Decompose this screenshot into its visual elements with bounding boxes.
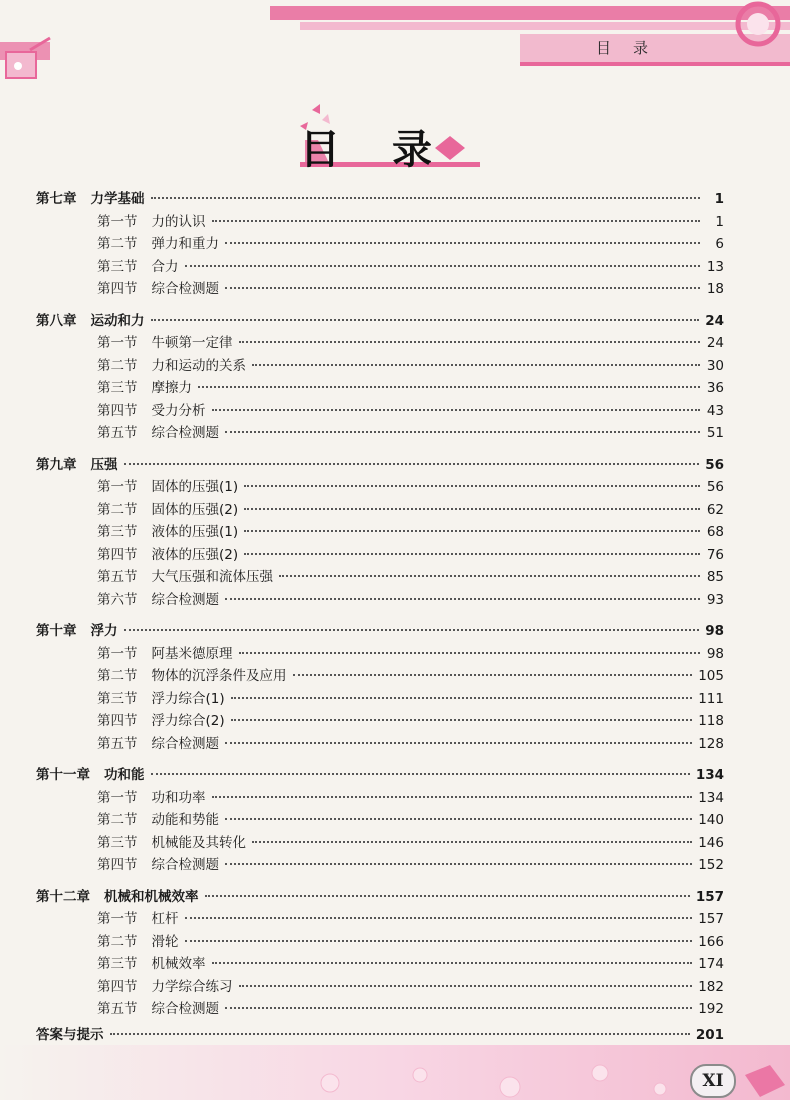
section-row[interactable] [36, 589, 724, 612]
section-page: 98 [706, 645, 724, 662]
chapter-page: 56 [705, 456, 724, 473]
chapter-page: 157 [695, 888, 724, 905]
leader-dots [225, 818, 692, 820]
section-title: 牛顿第一定律 [151, 335, 233, 351]
leader-dots [185, 917, 693, 919]
leader-dots [293, 674, 693, 676]
leader-dots [212, 962, 693, 964]
section-row[interactable] [36, 931, 724, 954]
section-page: 105 [698, 668, 724, 684]
section-row[interactable] [36, 256, 724, 279]
section-number: 第三节 [97, 524, 138, 540]
section-number: 第一节 [97, 335, 138, 351]
section-page: 85 [706, 569, 724, 585]
leader-dots [231, 719, 693, 721]
page-title: 目录 [300, 127, 484, 173]
section-title: 弹力和重力 [151, 236, 219, 252]
leader-dots [225, 863, 692, 865]
leader-dots [212, 220, 701, 222]
section-page: 6 [715, 236, 724, 252]
section-title: 合力 [151, 258, 179, 275]
section-title: 综合检测题 [151, 591, 219, 608]
leader-dots [212, 409, 701, 411]
section-number: 第五节 [97, 735, 138, 752]
chapter-number: 第十二章 [36, 888, 90, 905]
section-title: 力和运动的关系 [151, 357, 246, 374]
chapter-page: 98 [705, 623, 724, 639]
section-page: 134 [698, 789, 724, 806]
section-number: 第一节 [97, 789, 138, 806]
section-row[interactable] [36, 278, 724, 301]
section-row[interactable] [36, 832, 724, 855]
leader-dots [212, 796, 693, 798]
section-page: 93 [706, 591, 724, 608]
leader-dots [239, 652, 701, 654]
chapter-title: 浮力 [90, 623, 118, 639]
section-number: 第一节 [97, 645, 138, 662]
answers-entry[interactable] [36, 1024, 724, 1047]
section-number: 第四节 [97, 402, 138, 419]
section-page: 152 [698, 857, 724, 873]
section-page: 62 [706, 501, 724, 518]
section-page: 30 [706, 357, 724, 374]
section-page: 166 [698, 933, 724, 950]
section-title: 摩擦力 [151, 380, 192, 396]
leader-dots [124, 463, 700, 465]
section-number: 第二节 [97, 933, 138, 950]
section-number: 第四节 [97, 713, 138, 729]
section-row[interactable] [36, 998, 724, 1021]
section-page: 192 [698, 1001, 724, 1017]
section-number: 第三节 [97, 834, 138, 851]
chapter-page: 1 [714, 191, 724, 207]
top-decorative-band [0, 0, 790, 90]
leader-dots [225, 742, 692, 744]
section-row[interactable] [36, 643, 724, 666]
section-page: 146 [698, 834, 724, 851]
section-number: 第五节 [97, 1001, 138, 1017]
section-row[interactable] [36, 422, 724, 445]
leader-dots [205, 895, 690, 897]
section-title: 力学综合练习 [151, 978, 233, 995]
section-page: 182 [698, 978, 724, 995]
section-page: 174 [698, 956, 724, 972]
section-row[interactable] [36, 476, 724, 499]
leader-dots [239, 985, 693, 987]
section-page: 111 [698, 690, 724, 707]
section-title: 固体的压强(2) [151, 501, 239, 518]
section-number: 第四节 [97, 857, 138, 873]
section-title: 综合检测题 [151, 857, 219, 873]
section-row[interactable] [36, 355, 724, 378]
section-title: 浮力综合(1) [151, 690, 225, 707]
leader-dots [185, 940, 693, 942]
section-title: 受力分析 [151, 402, 206, 419]
section-title: 机械效率 [151, 956, 206, 972]
section-page: 13 [706, 258, 724, 275]
section-title: 综合检测题 [151, 735, 219, 752]
chapter-number: 第十一章 [36, 767, 90, 783]
chapter-row[interactable] [36, 188, 724, 211]
section-row[interactable] [36, 733, 724, 756]
section-title: 综合检测题 [151, 425, 219, 441]
section-title: 液体的压强(2) [151, 546, 239, 563]
section-title: 浮力综合(2) [151, 713, 225, 729]
chapter-number: 第八章 [36, 312, 77, 329]
page-number: XI [690, 1064, 736, 1098]
chapter-number: 第七章 [36, 191, 77, 207]
leader-dots [124, 629, 700, 631]
section-row[interactable] [36, 809, 724, 832]
section-page: 157 [698, 911, 724, 927]
section-row[interactable] [36, 499, 724, 522]
leader-dots [231, 697, 693, 699]
section-title: 液体的压强(1) [151, 524, 239, 540]
section-row[interactable] [36, 665, 724, 688]
section-number: 第五节 [97, 425, 138, 441]
chapter-row[interactable] [36, 764, 724, 787]
chapter-page: 134 [695, 767, 724, 783]
section-number: 第三节 [97, 690, 138, 707]
section-page: 24 [706, 335, 724, 351]
section-page: 18 [706, 281, 724, 297]
section-number: 第一节 [97, 213, 138, 230]
chapter-group [36, 310, 724, 445]
running-header: 目录 [596, 39, 671, 57]
section-row[interactable] [36, 211, 724, 234]
chapter-group [36, 454, 724, 612]
chapter-row[interactable] [36, 310, 724, 333]
leader-dots [244, 530, 700, 532]
section-row[interactable] [36, 544, 724, 567]
section-row[interactable] [36, 332, 724, 355]
section-title: 机械能及其转化 [151, 834, 246, 851]
section-page: 43 [706, 402, 724, 419]
section-row[interactable] [36, 976, 724, 999]
leader-dots [110, 1033, 690, 1035]
bottom-decorative-band [0, 1045, 790, 1100]
section-page: 51 [706, 425, 724, 441]
chapter-row[interactable] [36, 620, 724, 643]
section-title: 综合检测题 [151, 1001, 219, 1017]
leader-dots [244, 508, 700, 510]
answers-title: 答案与提示 [36, 1027, 104, 1043]
chapter-group [36, 764, 724, 877]
chapter-title: 功和能 [104, 767, 145, 783]
section-number: 第四节 [97, 978, 138, 995]
section-number: 第三节 [97, 956, 138, 972]
section-number: 第三节 [97, 258, 138, 275]
section-page: 76 [706, 546, 724, 563]
section-number: 第二节 [97, 236, 138, 252]
section-number: 第三节 [97, 380, 138, 396]
leader-dots [151, 773, 690, 775]
page-title-block [270, 100, 510, 180]
section-number: 第四节 [97, 281, 138, 297]
leader-dots [225, 1007, 692, 1009]
section-row[interactable] [36, 400, 724, 423]
answers-page: 201 [695, 1027, 724, 1043]
section-title: 力的认识 [151, 213, 206, 230]
section-number: 第二节 [97, 357, 138, 374]
section-row[interactable] [36, 908, 724, 931]
section-number: 第二节 [97, 501, 138, 518]
chapter-row[interactable] [36, 886, 724, 909]
section-page: 1 [715, 213, 724, 230]
table-of-contents [36, 188, 724, 1030]
chapter-group [36, 886, 724, 1021]
section-row[interactable] [36, 787, 724, 810]
leader-dots [185, 265, 701, 267]
section-title: 功和功率 [151, 789, 206, 806]
section-page: 68 [706, 524, 724, 540]
section-title: 固体的压强(1) [151, 479, 239, 495]
leader-dots [151, 319, 700, 321]
section-number: 第一节 [97, 911, 138, 927]
leader-dots [151, 197, 701, 199]
section-number: 第四节 [97, 546, 138, 563]
chapter-group [36, 620, 724, 755]
chapter-group [36, 188, 724, 301]
chapter-title: 力学基础 [90, 191, 145, 207]
section-row[interactable] [36, 233, 724, 256]
section-title: 杠杆 [151, 911, 179, 927]
section-number: 第二节 [97, 668, 138, 684]
section-row[interactable] [36, 688, 724, 711]
section-page: 140 [698, 812, 724, 828]
leader-dots [225, 598, 700, 600]
leader-dots [244, 553, 700, 555]
section-page: 128 [698, 735, 724, 752]
chapter-title: 压强 [90, 456, 118, 473]
chapter-title: 运动和力 [90, 312, 145, 329]
section-title: 滑轮 [151, 933, 179, 950]
chapter-title: 机械和机械效率 [104, 888, 199, 905]
section-row[interactable] [36, 953, 724, 976]
section-row[interactable] [36, 566, 724, 589]
section-title: 动能和势能 [151, 812, 219, 828]
leader-dots [279, 575, 700, 577]
section-row[interactable] [36, 854, 724, 877]
section-page: 36 [706, 380, 724, 396]
leader-dots [198, 386, 700, 388]
leader-dots [252, 841, 692, 843]
chapter-number: 第十章 [36, 623, 77, 639]
section-row[interactable] [36, 377, 724, 400]
leader-dots [225, 431, 700, 433]
leader-dots [225, 287, 700, 289]
section-number: 第二节 [97, 812, 138, 828]
chapter-number: 第九章 [36, 456, 77, 473]
section-title: 阿基米德原理 [151, 645, 233, 662]
chapter-page: 24 [705, 312, 724, 329]
section-page: 56 [706, 479, 724, 495]
section-title: 物体的沉浮条件及应用 [151, 668, 287, 684]
leader-dots [239, 341, 701, 343]
section-title: 大气压强和流体压强 [151, 569, 273, 585]
leader-dots [252, 364, 700, 366]
section-number: 第六节 [97, 591, 138, 608]
leader-dots [225, 242, 700, 244]
section-number: 第一节 [97, 479, 138, 495]
section-number: 第五节 [97, 569, 138, 585]
chapter-row[interactable] [36, 454, 724, 477]
section-page: 118 [698, 713, 724, 729]
leader-dots [244, 485, 700, 487]
section-row[interactable] [36, 710, 724, 733]
section-row[interactable] [36, 521, 724, 544]
section-title: 综合检测题 [151, 281, 219, 297]
